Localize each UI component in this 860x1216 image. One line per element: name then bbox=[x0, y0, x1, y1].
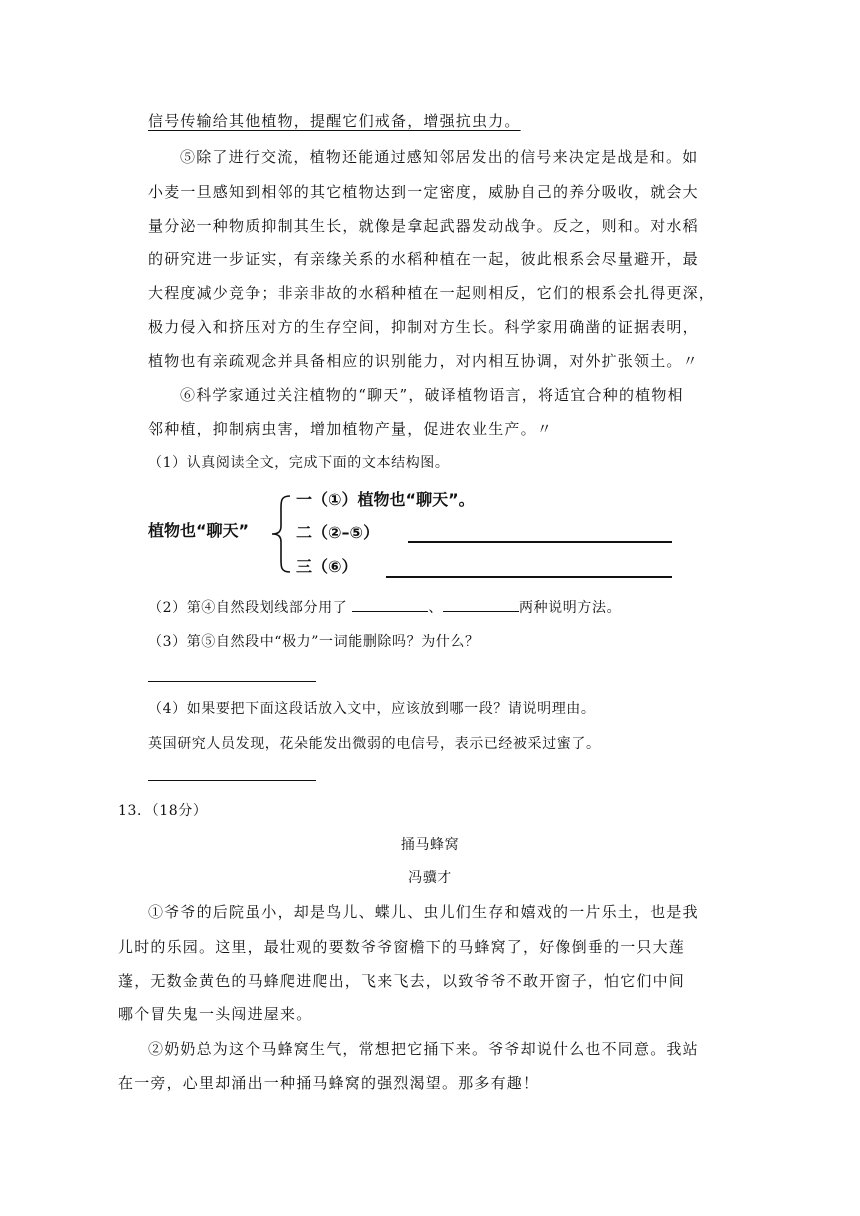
question-2-text: （2）第④自然段划线部分用了 bbox=[148, 600, 348, 616]
paragraph-5-line: 植物也有亲疏观念并具备相应的识别能力，对内相互协调，对外扩张领土。〃 bbox=[148, 352, 699, 370]
story-author: 冯骥才 bbox=[408, 870, 452, 886]
paragraph-5-line: 的研究进一步证实，有亲缘关系的水稻种植在一起，彼此根系会尽量避开，最 bbox=[148, 250, 699, 268]
paragraph-5-line: 极力侵入和挤压对方的生存空间，抑制对方生长。科学家用确凿的证据表明， bbox=[148, 318, 699, 336]
story-title: 捅马蜂窝 bbox=[400, 837, 460, 853]
diagram-branch-3: 三（⑥） bbox=[296, 557, 358, 576]
story-paragraph-2-line: ②奶奶总为这个马蜂窝生气，常想把它捅下来。爷爷却说什么也不同意。我站 bbox=[148, 1040, 699, 1058]
paragraph-6-line: 邻种植，抑制病虫害，增加植物产量，促进农业生产。〃 bbox=[148, 420, 554, 438]
brace-icon bbox=[270, 494, 292, 574]
question-2-separator: 、 bbox=[428, 600, 443, 616]
story-paragraph-1-line: ①爷爷的后院虽小，却是鸟儿、蝶儿、虫儿们生存和嬉戏的一片乐土，也是我 bbox=[148, 903, 699, 921]
paragraph-6-line: ⑥科学家通过关注植物的“聊天”，破译植物语言，将适宜合种的植物相 bbox=[180, 386, 684, 404]
answer-blank-2[interactable] bbox=[443, 599, 519, 612]
paragraph-5-line: 大程度减少竞争；非亲非故的水稻种植在一起则相反，它们的根系会扎得更深， bbox=[148, 284, 716, 302]
paragraph-5-line: 量分泌一种物质抑制其生长，就像是拿起武器发动战争。反之，则和。对水稻 bbox=[148, 217, 699, 235]
underlined-sentence: 信号传输给其他植物，提醒它们戒备，增强抗虫力。 bbox=[148, 112, 521, 130]
diagram-answer-line-3 bbox=[386, 576, 672, 578]
question-1: （1）认真阅读全文，完成下面的文本结构图。 bbox=[148, 455, 450, 471]
answer-blank-1[interactable] bbox=[352, 599, 428, 612]
diagram-root-label: 植物也“聊天” bbox=[148, 521, 250, 540]
question-2 bbox=[148, 597, 621, 617]
question-13-header: 13．（18分） bbox=[118, 803, 208, 819]
diagram-branch-1: 一（①）植物也“聊天”。 bbox=[296, 490, 475, 509]
story-paragraph-2-line: 在一旁，心里却涌出一种捅马蜂窝的强烈渴望。那多有趣！ bbox=[118, 1074, 540, 1092]
question-4: （4）如果要把下面这段话放入文中，应该放到哪一段？请说明理由。 bbox=[148, 701, 596, 717]
paragraph-5-line: 小麦一旦感知到相邻的其它植物达到一定密度，威胁自己的养分吸收，就会大 bbox=[148, 183, 699, 201]
story-paragraph-1-line: 哪个冒失鬼一头闯进屋来。 bbox=[118, 1005, 313, 1023]
diagram-answer-line-2 bbox=[408, 541, 672, 543]
answer-line-4[interactable] bbox=[148, 780, 316, 781]
story-paragraph-1-line: 儿时的乐园。这里，最壮观的要数爷爷窗檐下的马蜂窝了，好像倒垂的一只大莲 bbox=[118, 938, 686, 956]
answer-line-3[interactable] bbox=[148, 681, 316, 682]
diagram-branch-2: 二（②–⑤） bbox=[296, 523, 380, 542]
paragraph-5-line: ⑤除了进行交流，植物还能通过感知邻居发出的信号来决定是战是和。如 bbox=[180, 148, 699, 166]
question-3: （3）第⑤自然段中“极力”一词能删除吗？为什么？ bbox=[148, 634, 480, 650]
question-4-quote: 英国研究人员发现，花朵能发出微弱的电信号，表示已经被采过蜜了。 bbox=[148, 736, 601, 752]
question-2-suffix: 两种说明方法。 bbox=[518, 600, 622, 616]
story-paragraph-1-line: 蓬，无数金黄色的马蜂爬进爬出，飞来飞去，以致爷爷不敢开窗子，怕它们中间 bbox=[118, 972, 686, 990]
